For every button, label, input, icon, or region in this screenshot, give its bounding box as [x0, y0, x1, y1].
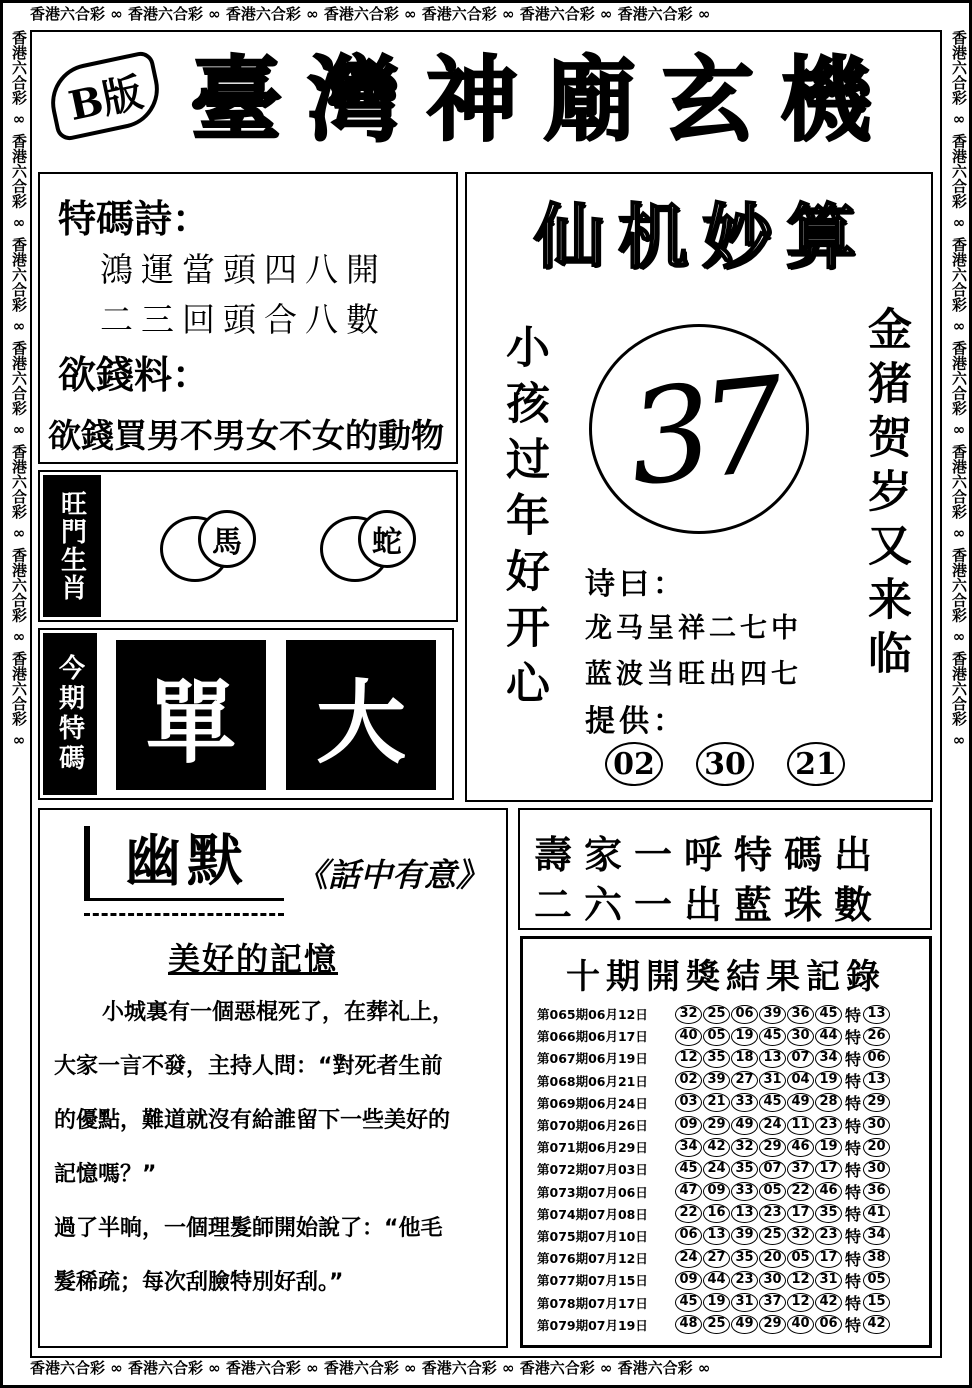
draw-number: 42: [815, 1293, 842, 1312]
draw-number: 20: [759, 1249, 786, 1268]
special-number: 06: [863, 1049, 890, 1068]
fairy-poem-1: 龙马呈祥二七中: [585, 613, 802, 644]
horse-label: 馬: [198, 510, 256, 568]
draw-number: 22: [675, 1204, 702, 1223]
draw-number: 49: [731, 1116, 758, 1135]
poem-line-1: 鴻運當頭四八開: [100, 250, 387, 289]
draw-number: 33: [731, 1093, 758, 1112]
table-row: [537, 1247, 927, 1269]
draw-number: 23: [815, 1116, 842, 1135]
humor-box: [38, 808, 508, 1348]
poem-label: 诗曰：: [585, 567, 687, 602]
results-box: [520, 936, 932, 1348]
special-label: 特: [844, 1183, 861, 1203]
special-label: 特: [844, 1294, 861, 1314]
draw-number: 29: [759, 1138, 786, 1157]
story-line: 的優點，難道就沒有給誰留下一些美好的: [54, 1108, 451, 1133]
draw-number: 49: [731, 1315, 758, 1334]
draw-number: 23: [731, 1271, 758, 1290]
draw-number: 44: [703, 1271, 730, 1290]
table-row: [537, 1181, 927, 1203]
draw-label: 第074期07月08日: [537, 1206, 648, 1222]
special-number: 26: [863, 1027, 890, 1046]
story-line: 過了半晌，一個理髮師開始說了：“他毛: [54, 1216, 443, 1241]
draw-number: 03: [675, 1093, 702, 1112]
special-number: 34: [863, 1226, 890, 1245]
draw-number: 35: [731, 1160, 758, 1179]
draw-number: 25: [703, 1315, 730, 1334]
draw-number: 30: [787, 1027, 814, 1046]
special-number: 30: [863, 1160, 890, 1179]
border-text-bottom: 香港六合彩 ∞ 香港六合彩 ∞ 香港六合彩 ∞ 香港六合彩 ∞ 香港六合彩 ∞ 香港六合彩 ∞ 香港六合彩 ∞: [30, 1359, 711, 1377]
draw-number: 32: [675, 1005, 702, 1024]
poem-box: [38, 172, 458, 464]
special-label: 特: [844, 1160, 861, 1180]
draw-label: 第071期06月29日: [537, 1140, 648, 1156]
edition-badge: B版: [44, 49, 167, 142]
draw-number: 07: [759, 1160, 786, 1179]
shout-box: [518, 808, 932, 930]
draw-label: 第075期07月10日: [537, 1228, 648, 1244]
draw-number: 39: [731, 1226, 758, 1245]
draw-number: 19: [703, 1293, 730, 1312]
draw-label: 第068期06月21日: [537, 1073, 648, 1089]
poem-line-2: 二三回頭合八數: [100, 300, 387, 339]
draw-number: 25: [703, 1005, 730, 1024]
fairy-calc-box: [465, 172, 933, 802]
draw-number: 37: [759, 1293, 786, 1312]
page-title: 臺灣神廟玄機: [190, 46, 899, 154]
special-number: 20: [863, 1138, 890, 1157]
period-tag: 今期特碼: [43, 633, 97, 795]
special-label: 特: [844, 1049, 861, 1069]
results-title: 十期開獎結果記錄: [566, 957, 886, 997]
story-line: 大家一言不發，主持人問：“對死者生前: [54, 1054, 443, 1079]
special-number: 13: [863, 1005, 890, 1024]
results-table: [537, 1003, 927, 1336]
fairy-poem-2: 蓝波当旺出四七: [585, 659, 802, 690]
draw-number: 45: [759, 1027, 786, 1046]
ball: 02: [605, 742, 663, 786]
draw-label: 第078期07月17日: [537, 1295, 648, 1311]
odd-tile: 單: [116, 640, 266, 790]
special-number: 30: [863, 1116, 890, 1135]
special-label: 特: [844, 1072, 861, 1092]
draw-number: 24: [675, 1249, 702, 1268]
draw-number: 23: [815, 1226, 842, 1245]
draw-number: 12: [787, 1293, 814, 1312]
draw-number: 19: [815, 1138, 842, 1157]
special-label: 特: [844, 1205, 861, 1225]
draw-number: 47: [675, 1182, 702, 1201]
snake-icon: [310, 502, 420, 598]
border-text-left: 香港六合彩 ∞ 香港六合彩 ∞ 香港六合彩 ∞ 香港六合彩 ∞ 香港六合彩 ∞ 香港六合彩 ∞ 香港六合彩 ∞: [10, 30, 28, 749]
story-text: [54, 986, 494, 1310]
table-row: [537, 1025, 927, 1047]
draw-label: 第072期07月03日: [537, 1162, 648, 1178]
right-vertical-text: 金猪贺岁又来临: [860, 306, 911, 684]
poem-heading: 特碼詩：: [58, 196, 211, 241]
draw-number: 37: [787, 1160, 814, 1179]
humor-title: 幽默: [84, 826, 284, 900]
draw-number: 48: [675, 1315, 702, 1334]
draw-number: 13: [731, 1204, 758, 1223]
table-row: [537, 1269, 927, 1291]
provide-label: 提供：: [585, 704, 687, 739]
story-line: 髮稀疏；每次刮臉特別好刮。”: [54, 1270, 344, 1295]
draw-number: 36: [787, 1005, 814, 1024]
draw-number: 39: [703, 1071, 730, 1090]
draw-number: 13: [759, 1049, 786, 1068]
draw-number: 19: [815, 1071, 842, 1090]
humor-subtitle: 《話中有意》: [296, 856, 489, 894]
draw-number: 09: [703, 1182, 730, 1201]
draw-number: 40: [787, 1315, 814, 1334]
draw-number: 05: [703, 1027, 730, 1046]
draw-number: 17: [815, 1249, 842, 1268]
draw-number: 06: [815, 1315, 842, 1334]
draw-number: 05: [759, 1182, 786, 1201]
draw-number: 27: [731, 1071, 758, 1090]
story-line: 記憶嗎？”: [54, 1162, 157, 1187]
draw-number: 28: [815, 1093, 842, 1112]
draw-number: 45: [815, 1005, 842, 1024]
table-row: [537, 1070, 927, 1092]
draw-number: 31: [731, 1293, 758, 1312]
draw-number: 44: [815, 1027, 842, 1046]
special-label: 特: [844, 1116, 861, 1136]
ball: 21: [787, 742, 845, 786]
special-number: 15: [863, 1293, 890, 1312]
special-number: 29: [863, 1093, 890, 1112]
draw-label: 第079期07月19日: [537, 1317, 648, 1333]
special-number: 05: [863, 1271, 890, 1290]
table-row: [537, 1047, 927, 1069]
draw-number: 07: [787, 1049, 814, 1068]
draw-number: 40: [675, 1027, 702, 1046]
draw-number: 11: [787, 1116, 814, 1135]
fairy-title: 仙机妙算: [534, 195, 870, 278]
draw-number: 17: [787, 1204, 814, 1223]
shout-row-2: 二六一出藍珠數: [534, 882, 885, 927]
draw-label: 第069期06月24日: [537, 1095, 648, 1111]
draw-number: 18: [731, 1049, 758, 1068]
draw-number: 22: [787, 1182, 814, 1201]
draw-number: 35: [731, 1249, 758, 1268]
draw-number: 04: [787, 1071, 814, 1090]
header: [40, 40, 932, 160]
draw-label: 第066期06月17日: [537, 1029, 648, 1045]
riddle-line: 欲錢買男不男女不女的動物: [48, 416, 444, 455]
draw-label: 第077期07月15日: [537, 1273, 648, 1289]
draw-number: 35: [815, 1204, 842, 1223]
draw-number: 45: [675, 1160, 702, 1179]
draw-number: 12: [787, 1271, 814, 1290]
draw-number: 06: [675, 1226, 702, 1245]
draw-number: 35: [703, 1049, 730, 1068]
draw-label: 第076期07月12日: [537, 1251, 648, 1267]
draw-number: 32: [787, 1226, 814, 1245]
draw-number: 19: [731, 1027, 758, 1046]
draw-label: 第065期06月12日: [537, 1007, 648, 1023]
special-number: 41: [863, 1204, 890, 1223]
draw-number: 42: [703, 1138, 730, 1157]
draw-number: 34: [675, 1138, 702, 1157]
ball: 30: [696, 742, 754, 786]
special-number: 42: [863, 1315, 890, 1334]
draw-number: 33: [731, 1182, 758, 1201]
draw-label: 第067期06月19日: [537, 1051, 648, 1067]
draw-number: 30: [759, 1271, 786, 1290]
special-label: 特: [844, 1027, 861, 1047]
period-box: [38, 628, 454, 800]
story-line: 小城裏有一個惡棍死了，在葬礼上，: [102, 1000, 455, 1025]
big-tile: 大: [286, 640, 436, 790]
draw-number: 17: [815, 1160, 842, 1179]
horse-icon: [150, 502, 260, 598]
draw-number: 39: [759, 1005, 786, 1024]
number-circle: [589, 324, 809, 534]
draw-label: 第070期06月26日: [537, 1118, 648, 1134]
special-label: 特: [844, 1227, 861, 1247]
special-label: 特: [844, 1138, 861, 1158]
table-row: [537, 1203, 927, 1225]
special-number: 13: [863, 1071, 890, 1090]
special-label: 特: [844, 1271, 861, 1291]
special-label: 特: [844, 1094, 861, 1114]
shout-row-1: 壽家一呼特碼出: [534, 832, 885, 877]
snake-label: 蛇: [358, 510, 416, 568]
table-row: [537, 1092, 927, 1114]
left-vertical-text: 小孩过年好开心: [498, 324, 549, 716]
draw-number: 45: [759, 1093, 786, 1112]
draw-number: 13: [703, 1226, 730, 1245]
provided-balls: [605, 742, 845, 788]
special-label: 特: [844, 1005, 861, 1025]
draw-number: 46: [787, 1138, 814, 1157]
draw-number: 12: [675, 1049, 702, 1068]
special-label: 特: [844, 1316, 861, 1336]
table-row: [537, 1114, 927, 1136]
draw-number: 31: [815, 1271, 842, 1290]
draw-number: 24: [759, 1116, 786, 1135]
table-row: [537, 1291, 927, 1313]
table-row: [537, 1003, 927, 1025]
draw-number: 06: [731, 1005, 758, 1024]
draw-number: 34: [815, 1049, 842, 1068]
special-label: 特: [844, 1249, 861, 1269]
riddle-heading: 欲錢料：: [58, 352, 211, 397]
draw-number: 31: [759, 1071, 786, 1090]
draw-number: 24: [703, 1160, 730, 1179]
special-number: 38: [863, 1249, 890, 1268]
table-row: [537, 1314, 927, 1336]
draw-number: 02: [675, 1071, 702, 1090]
draw-number: 29: [759, 1315, 786, 1334]
table-row: [537, 1225, 927, 1247]
draw-number: 27: [703, 1249, 730, 1268]
draw-number: 46: [815, 1182, 842, 1201]
draw-number: 09: [675, 1271, 702, 1290]
draw-number: 29: [703, 1116, 730, 1135]
story-title: 美好的記憶: [168, 940, 339, 978]
border-text-right: 香港六合彩 ∞ 香港六合彩 ∞ 香港六合彩 ∞ 香港六合彩 ∞ 香港六合彩 ∞ 香港六合彩 ∞ 香港六合彩 ∞: [950, 30, 968, 749]
draw-number: 49: [787, 1093, 814, 1112]
draw-number: 23: [759, 1204, 786, 1223]
zodiac-tag: 旺門生肖: [43, 475, 101, 617]
draw-number: 05: [787, 1249, 814, 1268]
draw-number: 25: [759, 1226, 786, 1245]
draw-number: 45: [675, 1293, 702, 1312]
table-row: [537, 1158, 927, 1180]
draw-number: 16: [703, 1204, 730, 1223]
table-row: [537, 1136, 927, 1158]
special-number: 36: [863, 1182, 890, 1201]
draw-number: 32: [731, 1138, 758, 1157]
zodiac-box: [38, 470, 458, 622]
draw-number: 09: [675, 1116, 702, 1135]
draw-label: 第073期07月06日: [537, 1184, 648, 1200]
big-number: 37: [621, 348, 783, 516]
wave-divider: [84, 898, 284, 916]
border-text-top: 香港六合彩 ∞ 香港六合彩 ∞ 香港六合彩 ∞ 香港六合彩 ∞ 香港六合彩 ∞ 香港六合彩 ∞ 香港六合彩 ∞: [30, 5, 711, 23]
draw-number: 21: [703, 1093, 730, 1112]
